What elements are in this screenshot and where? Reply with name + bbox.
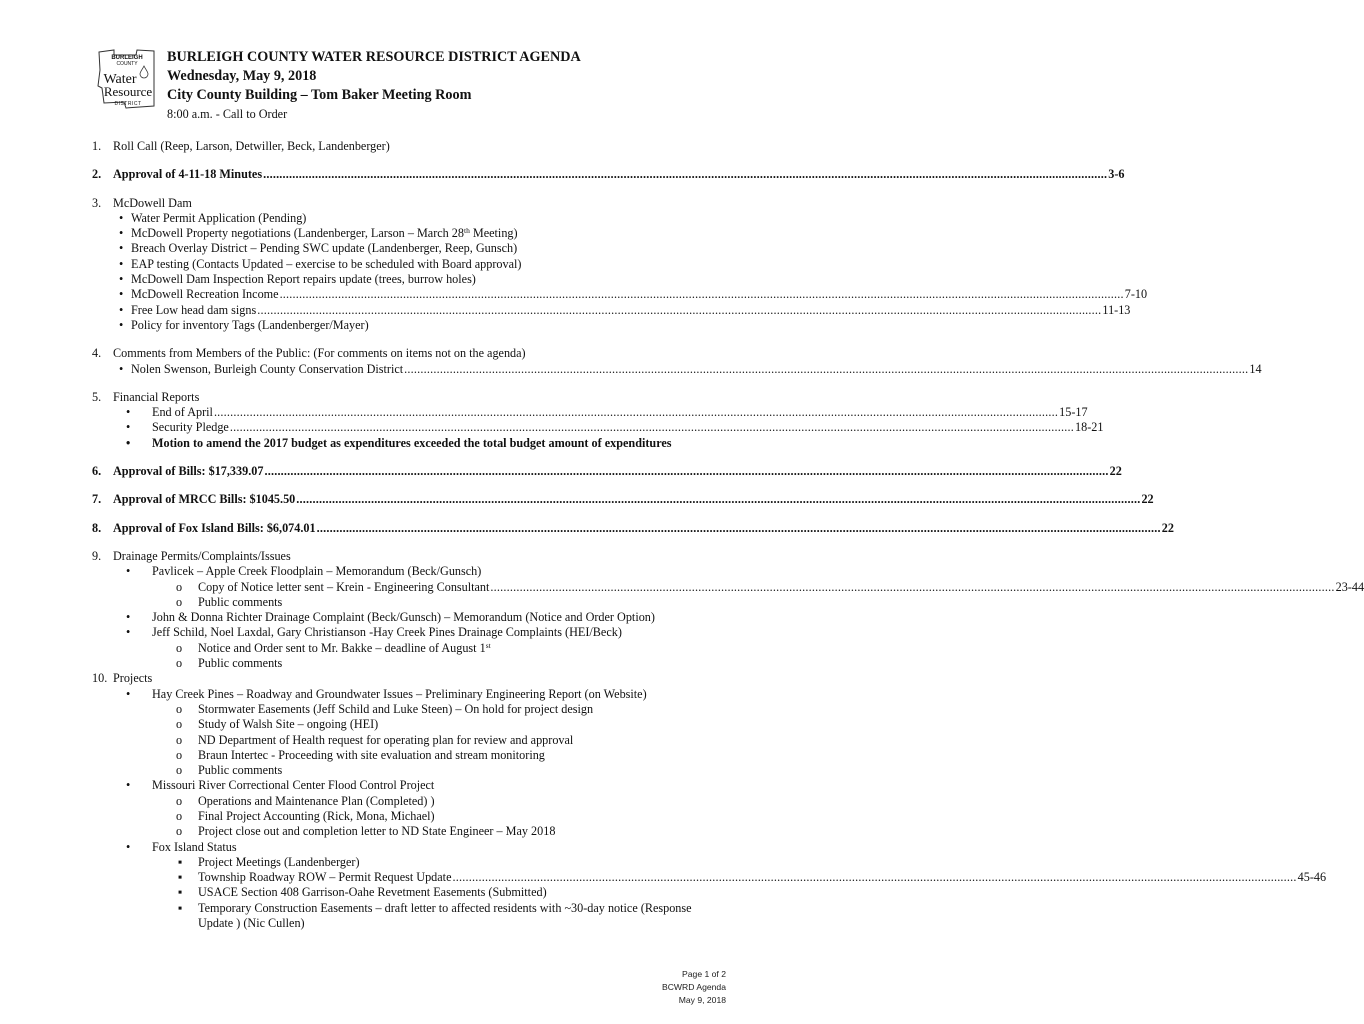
item-number: 10.	[92, 671, 108, 686]
bullet-icon: •	[126, 564, 131, 579]
sub-text: Public comments	[198, 594, 283, 609]
item-text: Roll Call (Reep, Larson, Detwiller, Beck, Landenberger)	[113, 139, 390, 153]
list-item	[92, 656, 727, 671]
bullet-icon: •	[119, 226, 124, 241]
bullet-icon: •	[119, 361, 124, 376]
bullet-icon: •	[119, 256, 124, 271]
item-text: Approval of Fox Island Bills: $6,074.01	[113, 520, 316, 535]
page-ref: 22	[1109, 464, 1122, 479]
page-ref: 11-13	[1102, 302, 1131, 317]
item-text: Drainage Permits/Complaints/Issues	[113, 548, 291, 563]
bullet-icon: •	[126, 610, 131, 625]
bullet-icon: •	[119, 317, 124, 332]
sub-text: Braun Intertec - Proceeding with site evaluation and stream monitoring	[198, 747, 545, 762]
list-item	[92, 302, 1131, 318]
sub-text: Security Pledge	[152, 420, 229, 435]
sub-text: USACE Section 408 Garrison-Oahe Revetment Easements (Submitted)	[198, 885, 547, 900]
list-item	[92, 211, 727, 226]
list-item	[92, 257, 727, 272]
bullet-icon: •	[119, 302, 124, 317]
page-ref: 22	[1161, 520, 1174, 535]
list-item	[92, 855, 727, 870]
sub-text: Operations and Maintenance Plan (Completed) )	[198, 793, 435, 808]
sub-text: Project close out and completion letter to ND State Engineer – May 2018	[198, 824, 556, 839]
bullet-icon: •	[126, 420, 131, 435]
circle-bullet-icon: o	[176, 717, 183, 732]
agenda-title: BURLEIGH COUNTY WATER RESOURCE DISTRICT AGENDA	[167, 49, 581, 65]
page-ref: 15-17	[1059, 405, 1088, 420]
agenda-item-9	[92, 549, 727, 564]
call-to-order: 8:00 a.m. - Call to Order	[167, 107, 288, 121]
agenda-item-1	[92, 139, 727, 154]
water-drop-icon	[140, 66, 148, 78]
sub-text: Stormwater Easements (Jeff Schild and Luke Steen) – On hold for project design	[198, 701, 594, 716]
circle-bullet-icon: o	[176, 763, 183, 778]
item-number: 6.	[92, 464, 102, 479]
list-item	[92, 564, 727, 579]
bullet-icon: •	[126, 435, 131, 450]
item-text: Approval of MRCC Bills: $1045.50	[113, 492, 296, 507]
bullet-icon: •	[119, 272, 124, 287]
agenda-header	[167, 48, 727, 122]
leader-dots: ....................................................................................................................................................................................................................................................................	[213, 405, 1059, 420]
list-item	[92, 641, 727, 656]
circle-bullet-icon: o	[176, 747, 183, 762]
logo-line-resource: Resource	[103, 84, 153, 99]
page-ref: 7-10	[1124, 287, 1148, 302]
sub-text: Notice and Order sent to Mr. Bakke – deadline of August 1	[198, 640, 486, 655]
page-number: Page 1 of 2	[682, 969, 726, 979]
list-item	[92, 901, 727, 932]
circle-bullet-icon: o	[176, 656, 183, 671]
agenda-item-7	[92, 492, 1154, 507]
meeting-date: Wednesday, May 9, 2018	[167, 68, 317, 84]
leader-dots: ....................................................................................................................................................................................................................................................................	[296, 492, 1141, 507]
sub-text: McDowell Recreation Income	[131, 287, 279, 302]
square-bullet-icon: ▪	[178, 870, 183, 885]
list-item	[92, 733, 727, 748]
list-item	[92, 405, 1088, 420]
bullet-icon: •	[126, 839, 131, 854]
list-item	[92, 625, 727, 640]
list-item	[92, 763, 727, 778]
item-text: McDowell Dam	[113, 195, 192, 210]
list-item	[92, 824, 727, 839]
agenda-item-4	[92, 346, 727, 361]
item-number: 3.	[92, 195, 102, 210]
agenda-item-8	[92, 520, 1174, 536]
item-number: 8.	[92, 520, 102, 535]
sub-text: Study of Walsh Site – ongoing (HEI)	[198, 717, 379, 732]
sub-text: John & Donna Richter Drainage Complaint (Beck/Gunsch) – Memorandum (Notice and Order Option)	[152, 610, 655, 625]
page-ref: 14	[1249, 361, 1262, 376]
list-item	[92, 610, 727, 625]
square-bullet-icon: ▪	[178, 854, 183, 869]
item-number: 4.	[92, 346, 102, 361]
sub-text: Temporary Construction Easements – draft letter to affected residents with ~30-day notice (Response	[198, 900, 692, 915]
sub-text: EAP testing (Contacts Updated – exercise to be scheduled with Board approval)	[131, 256, 522, 271]
list-item	[92, 436, 727, 451]
superscript: st	[485, 640, 491, 650]
item-text: Financial Reports	[113, 389, 200, 404]
bullet-icon: •	[126, 686, 131, 701]
leader-dots: ....................................................................................................................................................................................................................................................................	[264, 464, 1109, 479]
sub-text: Missouri River Correctional Center Flood Control Project	[152, 778, 435, 793]
bullet-icon: •	[119, 287, 124, 302]
list-item	[92, 687, 727, 702]
sub-text: Water Permit Application (Pending)	[131, 210, 307, 225]
circle-bullet-icon: o	[176, 793, 183, 808]
item-number: 1.	[92, 139, 102, 153]
list-item	[92, 778, 727, 793]
list-item	[92, 870, 1327, 885]
item-number: 2.	[92, 167, 102, 182]
list-item	[92, 840, 727, 855]
circle-bullet-icon: o	[176, 824, 183, 839]
list-item	[92, 748, 727, 763]
bullet-icon: •	[126, 625, 131, 640]
list-item	[92, 272, 727, 287]
agenda-item-3	[92, 196, 727, 211]
page-ref: 22	[1141, 492, 1154, 507]
list-item	[92, 794, 727, 809]
item-number: 9.	[92, 548, 102, 563]
page-ref: 3-6	[1108, 167, 1125, 182]
leader-dots: ....................................................................................................................................................................................................................................................................	[229, 420, 1075, 435]
sub-text: Jeff Schild, Noel Laxdal, Gary Christianson -Hay Creek Pines Drainage Complaints (HEI/Beck)	[152, 625, 622, 640]
circle-bullet-icon: o	[176, 640, 183, 655]
list-item	[92, 809, 727, 824]
item-number: 5.	[92, 389, 102, 404]
item-number: 7.	[92, 492, 102, 507]
item-text: Approval of Bills: $17,339.07	[113, 464, 264, 479]
agenda-item-6	[92, 464, 1122, 479]
logo-line-burleigh: BURLEIGH	[111, 55, 143, 61]
sub-text-tail: Meeting)	[469, 226, 518, 241]
bullet-icon: •	[119, 241, 124, 256]
list-item	[92, 361, 1262, 377]
item-text: Projects	[113, 671, 153, 686]
agenda-item-5	[92, 390, 727, 405]
sub-text: Township Roadway ROW – Permit Request Update	[198, 870, 452, 885]
agenda-item-2	[92, 167, 1125, 182]
sub-text: End of April	[152, 405, 213, 420]
circle-bullet-icon: o	[176, 808, 183, 823]
sub-text: ND Department of Health request for operating plan for review and approval	[198, 732, 574, 747]
leader-dots: ....................................................................................................................................................................................................................................................................	[490, 579, 1335, 594]
list-item	[92, 702, 727, 717]
sub-text: McDowell Dam Inspection Report repairs update (trees, burrow holes)	[131, 272, 476, 287]
list-item	[92, 579, 1364, 595]
leader-dots: ....................................................................................................................................................................................................................................................................	[404, 361, 1249, 376]
page-ref: 23-44	[1335, 579, 1364, 594]
circle-bullet-icon: o	[176, 579, 183, 594]
agenda-item-10	[92, 671, 727, 686]
sub-text: Hay Creek Pines – Roadway and Groundwater Issues – Preliminary Engineering Report (on Website)	[152, 686, 647, 701]
sub-text: Policy for inventory Tags (Landenberger/Mayer)	[131, 317, 369, 332]
list-item	[92, 420, 1104, 435]
leader-dots: ....................................................................................................................................................................................................................................................................	[316, 520, 1161, 535]
sub-text: Public comments	[198, 656, 283, 671]
bcwrd-logo	[96, 48, 158, 112]
bullet-icon: •	[126, 778, 131, 793]
footer-doc-name: BCWRD Agenda	[661, 982, 726, 992]
sub-text: McDowell Property negotiations (Landenberger, Larson – March 28	[131, 226, 464, 241]
logo-line-water: Water	[103, 72, 137, 87]
circle-bullet-icon: o	[176, 701, 183, 716]
sub-text: Breach Overlay District – Pending SWC update (Landenberger, Reep, Gunsch)	[131, 241, 518, 256]
list-item	[92, 885, 727, 900]
list-item	[92, 318, 727, 333]
list-item	[92, 595, 727, 610]
square-bullet-icon: ▪	[178, 900, 183, 915]
footer-date: May 9, 2018	[678, 995, 726, 1005]
sub-text: Copy of Notice letter sent – Krein - Engineering Consultant	[198, 579, 490, 594]
sub-text: Public comments	[198, 763, 283, 778]
page-footer	[662, 968, 726, 1007]
agenda-list	[92, 139, 1364, 931]
circle-bullet-icon: o	[176, 732, 183, 747]
sub-text: Project Meetings (Landenberger)	[198, 854, 360, 869]
page-ref: 45-46	[1297, 870, 1327, 885]
leader-dots: ....................................................................................................................................................................................................................................................................	[263, 167, 1108, 182]
sub-text: Free Low head dam signs	[131, 302, 257, 317]
leader-dots: ....................................................................................................................................................................................................................................................................	[257, 302, 1102, 317]
item-text: Approval of 4-11-18 Minutes	[113, 167, 263, 182]
page-ref: 18-21	[1075, 420, 1104, 435]
list-item	[92, 241, 727, 256]
logo-line-county: COUNTY	[116, 61, 138, 67]
leader-dots: ....................................................................................................................................................................................................................................................................	[279, 287, 1124, 302]
circle-bullet-icon: o	[176, 594, 183, 609]
meeting-location: City County Building – Tom Baker Meeting Room	[167, 87, 472, 103]
list-item	[92, 226, 727, 241]
list-item	[92, 717, 727, 732]
square-bullet-icon: ▪	[178, 885, 183, 900]
bullet-icon: •	[119, 210, 124, 225]
sub-text: Final Project Accounting (Rick, Mona, Michael)	[198, 808, 435, 823]
leader-dots: ....................................................................................................................................................................................................................................................................	[452, 870, 1297, 885]
sub-text: Fox Island Status	[152, 839, 237, 854]
superscript: th	[464, 226, 470, 236]
logo-line-district: DISTRICT	[114, 101, 142, 107]
sub-text-continued: Update ) (Nic Cullen)	[198, 916, 305, 931]
sub-text: Pavlicek – Apple Creek Floodplain – Memorandum (Beck/Gunsch)	[152, 564, 482, 579]
sub-text: Nolen Swenson, Burleigh County Conservation District	[131, 361, 404, 376]
list-item	[92, 287, 1148, 302]
bullet-icon: •	[126, 405, 131, 420]
sub-text: Motion to amend the 2017 budget as expenditures exceeded the total budget amount of expenditures	[152, 435, 672, 450]
item-text: Comments from Members of the Public: (For comments on items not on the agenda)	[113, 346, 526, 361]
